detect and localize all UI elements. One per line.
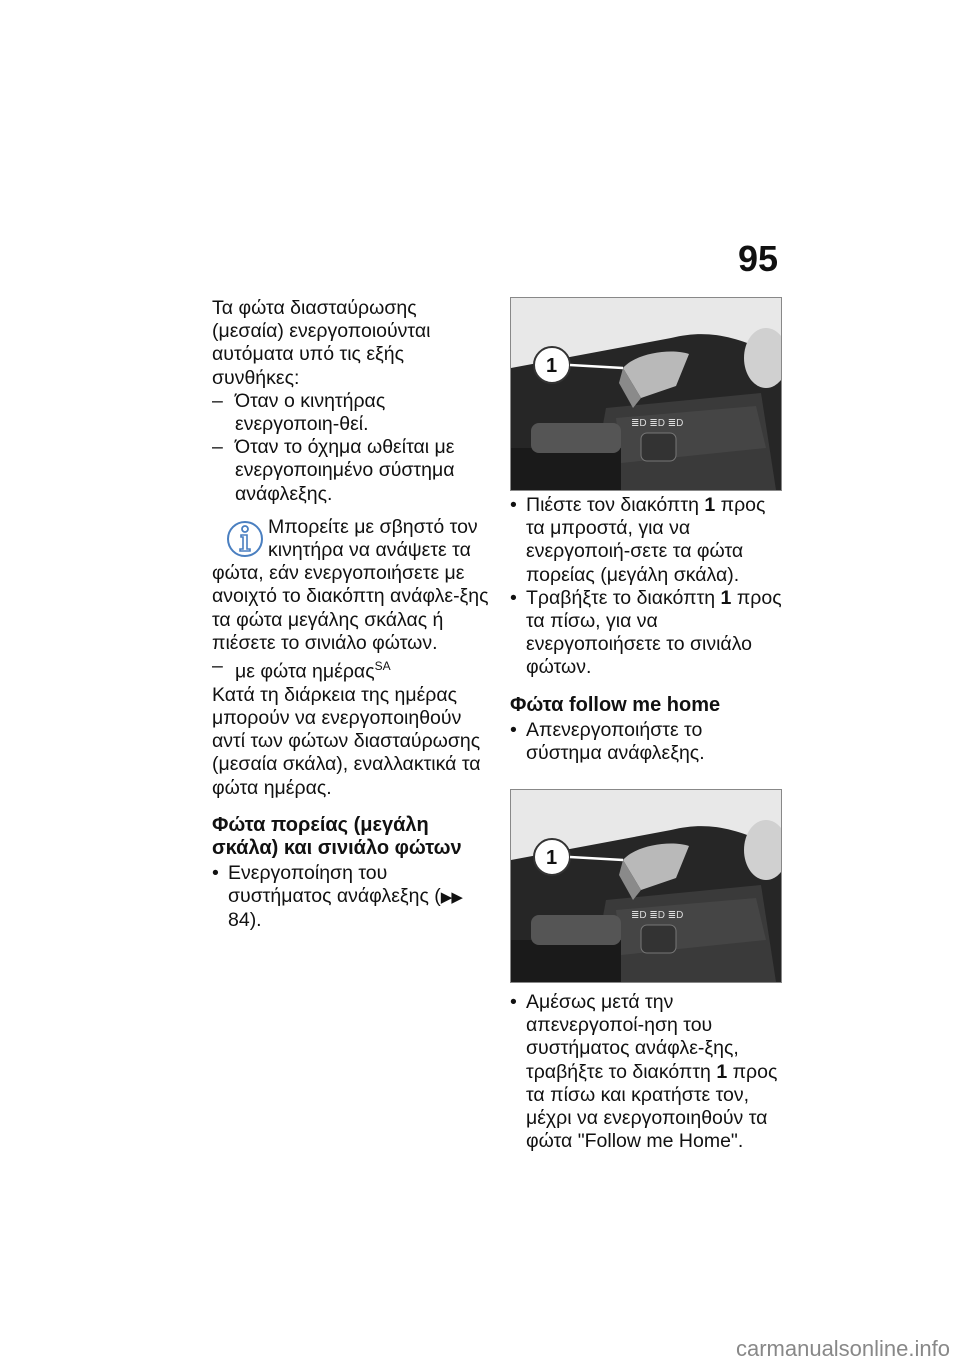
right-column — [510, 297, 782, 1153]
section-heading-follow-me-home: Φώτα follow me home — [510, 693, 721, 716]
condition-engine: – Όταν ο κινητήρας ενεργοποιη-θεί. — [212, 390, 492, 436]
page-arrow-icon: ▶▶ — [440, 888, 462, 906]
bullet-ignition — [212, 862, 492, 933]
b1-text: Πιέστε τον διακόπτη — [526, 494, 705, 516]
b2-text-end: προς τα πίσω, για να ενεργοποιήσετε το σινιάλο φώτων. — [526, 586, 782, 679]
svg-text:≣D ≣D ≣D: ≣D ≣D ≣D — [631, 910, 684, 922]
handlebar-switch-photo-2 — [510, 789, 782, 983]
switch-illustration-2 — [511, 790, 781, 982]
switch-illustration — [511, 298, 781, 490]
page-number: 95 — [737, 238, 778, 279]
watermark: carmanualsonline.info — [735, 1336, 950, 1361]
info-icon — [226, 518, 264, 558]
bullet-flash — [510, 587, 782, 680]
daylight-label: με φώτα ημέρας — [235, 660, 375, 683]
bullet-ignition-off: • Απενεργοποιήστε το σύστημα ανάφλεξης. — [510, 719, 782, 765]
b4-text-end: προς τα πίσω και κρατήστε τον, μέχρι να ενεργοποιηθούν τα φώτα "Follow me Home". — [526, 1060, 778, 1153]
b1-text-end: προς τα μπροστά, για να ενεργοποιή-σετε τα φώτα πορείας (μεγάλη σκάλα). — [526, 494, 766, 586]
bullet-ignition-text: Ενεργοποίηση του συστήματος ανάφλεξης ( — [228, 861, 441, 907]
note-first-lines: Μπορείτε με σβηστό τον κινητήρα να ανάψετε τα — [268, 515, 478, 562]
condition-pushed: – Όταν το όχημα ωθείται με ενεργοποιημένο σύστημα ανάφλεξης. — [212, 436, 492, 506]
info-note — [212, 516, 492, 655]
optional-badge: SA — [374, 659, 391, 674]
switch-number: 1 — [720, 586, 732, 609]
intro-text: Τα φώτα διασταύρωσης (μεσαία) ενεργοποιούνται αυτόματα υπό τις εξής συνθήκες: — [212, 297, 431, 389]
b2-text: Τραβήξτε το διακόπτη — [526, 586, 721, 609]
note-rest: φώτα, εάν ενεργοποιήσετε με ανοιχτό το διακόπτη ανάφλε-ξης τα φώτα μεγάλης σκάλας ή πιέσετε το σινιάλο φώτων. — [212, 562, 489, 654]
switch-number: 1 — [704, 494, 716, 516]
section-heading-high-beam: Φώτα πορείας (μεγάλη σκάλα) και σινιάλο φώτων — [212, 813, 462, 859]
svg-text:1: 1 — [546, 355, 558, 377]
b4-text: Αμέσως μετά την απενεργοποί-ηση του συστήματος ανάφλε-ξης, τραβήξτε το διακόπτη — [526, 991, 739, 1083]
handlebar-switch-photo — [510, 297, 782, 491]
daylight-option — [212, 655, 492, 684]
daylight-text: Κατά τη διάρκεια της ημέρας μπορούν να ενεργοποιηθούν αντί των φώτων διασταύρωσης (μεσαία σκάλα), εναλλακτικά τα φώτα ημέρας. — [212, 683, 481, 799]
bullet-follow-me-home — [510, 991, 782, 1153]
svg-text:≣D ≣D ≣D: ≣D ≣D ≣D — [631, 418, 684, 429]
left-column — [212, 297, 492, 932]
bullet-high-beam — [510, 494, 782, 587]
switch-number: 1 — [716, 1060, 728, 1083]
svg-text:1: 1 — [546, 847, 558, 870]
page-ref: 84). — [228, 909, 262, 932]
